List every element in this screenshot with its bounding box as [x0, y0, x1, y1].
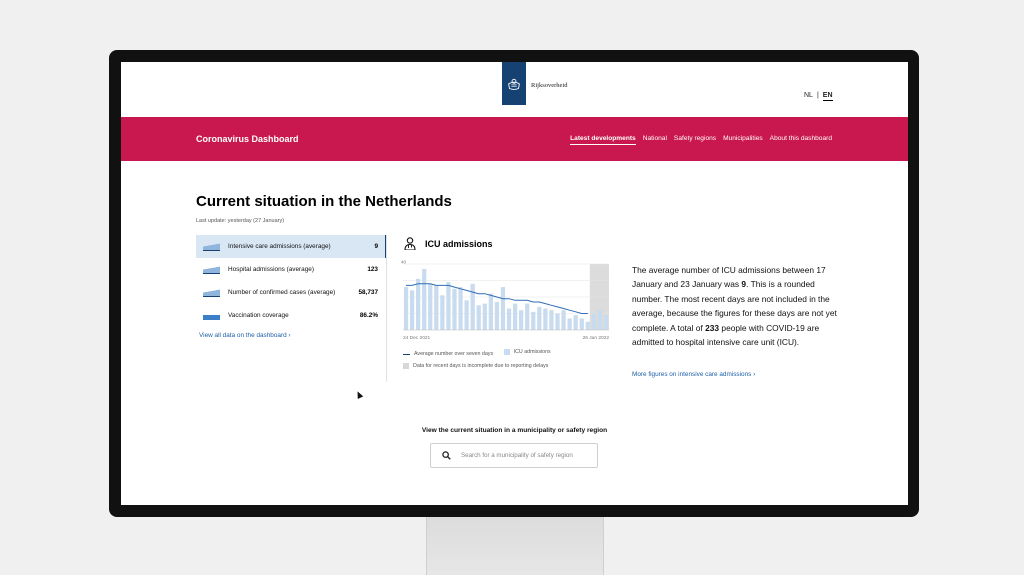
logo-text: Rijksoverheid	[531, 82, 568, 89]
search-label: View the current situation in a municipality or safety region	[421, 427, 608, 434]
main-navbar	[121, 117, 908, 161]
search-input[interactable]	[461, 452, 596, 459]
chart-bar	[561, 310, 565, 330]
chart-bar	[489, 294, 493, 330]
chart-bar	[428, 284, 432, 330]
metric-label: Vaccination coverage	[228, 312, 289, 319]
chart-bar	[440, 295, 444, 330]
desc-text: . This is a rounded number. The most recent days are not included in the average, because the figures for these days are not yet complete. A total of	[632, 279, 837, 333]
lang-nl[interactable]: NL	[804, 92, 813, 99]
bar-icon	[203, 315, 220, 320]
nav-latest-developments[interactable]: Latest developments	[570, 135, 636, 145]
doctor-icon	[404, 237, 416, 250]
chart-bar	[471, 284, 475, 330]
legend-incomplete-label: Data for recent days is incomplete due to reporting delays	[413, 363, 549, 370]
chart-bar	[543, 309, 547, 330]
metric-value: 58,737	[358, 289, 378, 296]
metric-value: 123	[367, 266, 378, 273]
nav-national[interactable]: National	[642, 135, 667, 142]
chart-bar	[458, 287, 462, 330]
chart-header	[404, 237, 493, 250]
nav-about[interactable]: About this dashboard	[769, 135, 832, 142]
chart-bar	[416, 279, 420, 330]
legend-incomplete-swatch	[403, 363, 409, 369]
nav-municipalities[interactable]: Municipalities	[723, 135, 763, 142]
chart-bar	[525, 304, 529, 330]
chart-bar	[574, 315, 578, 330]
chevron-right-icon: ›	[288, 332, 291, 339]
x-axis-end-label: 26 Jan 2022	[582, 336, 609, 341]
chart-bar	[483, 304, 487, 330]
view-all-link[interactable]	[199, 332, 291, 339]
legend-line-swatch	[403, 354, 410, 356]
metric-icu-admissions[interactable]	[196, 235, 386, 258]
metric-confirmed-cases[interactable]	[196, 281, 386, 304]
icu-admissions-chart[interactable]	[401, 260, 613, 342]
chart-title: ICU admissions	[425, 238, 493, 249]
metric-label: Number of confirmed cases (average)	[228, 289, 336, 296]
desc-text: The average number of ICU admissions between 17 January and 23 January was	[632, 265, 826, 290]
desc-value-total: 233	[705, 322, 720, 333]
legend-average-label: Average number over seven days	[414, 351, 494, 358]
lang-en[interactable]: EN	[822, 92, 833, 99]
legend-average	[403, 351, 493, 357]
chart-bar	[422, 269, 426, 330]
chart-bar	[549, 310, 553, 330]
chart-bar	[592, 314, 596, 331]
chart-bar	[495, 302, 499, 330]
chart-bar	[604, 315, 608, 330]
chart-bar	[555, 314, 559, 331]
browser-viewport	[121, 62, 908, 505]
desc-text: people with COVID-19 are admitted to hospital intensive care unit (ICU).	[632, 322, 820, 348]
column-divider	[386, 235, 387, 382]
trend-chart-icon	[203, 288, 220, 297]
search-icon	[442, 451, 451, 460]
chart-bar	[531, 312, 535, 330]
chart-bar	[586, 322, 590, 330]
metric-value: 86.2%	[359, 312, 378, 319]
more-figures-link[interactable]	[632, 371, 755, 378]
legend-bars	[504, 349, 551, 355]
desc-value-average: 9	[741, 279, 747, 290]
chart-bar	[567, 318, 571, 330]
legend-bars-label: ICU admissions	[513, 349, 551, 355]
chart-bar	[507, 309, 511, 330]
y-axis-top-label: 40	[401, 260, 407, 265]
chart-bar	[598, 310, 602, 330]
government-logo[interactable]	[502, 62, 526, 105]
nav-menu	[570, 135, 832, 145]
lang-separator: |	[816, 92, 819, 99]
more-figures-label: More figures on intensive care admissions	[632, 371, 752, 378]
page-title: Current situation in the Netherlands	[196, 193, 452, 210]
chart-bar	[477, 305, 481, 330]
x-axis-start-label: 24 Dec 2021	[403, 336, 431, 341]
legend-incomplete	[403, 363, 548, 369]
chart-bar	[519, 310, 523, 330]
trend-chart-icon	[203, 265, 220, 274]
mouse-cursor	[355, 390, 363, 399]
view-all-label: View all data on the dashboard	[199, 332, 287, 339]
chart-bar	[513, 304, 517, 330]
chart-bar	[452, 289, 456, 330]
chart-bar	[434, 285, 438, 330]
chart-bar	[404, 287, 408, 330]
trend-chart-icon	[203, 242, 220, 251]
metric-value: 9	[374, 243, 378, 250]
chart-bar	[446, 282, 450, 330]
metric-label: Hospital admissions (average)	[228, 266, 314, 273]
nav-safety-regions[interactable]: Safety regions	[673, 135, 717, 142]
chart-bar	[464, 300, 468, 330]
legend-bar-swatch	[504, 349, 510, 355]
coat-of-arms-icon	[505, 75, 523, 93]
chevron-right-icon: ›	[753, 371, 756, 378]
chart-legend	[403, 349, 560, 371]
chart-bar	[537, 307, 541, 330]
chart-bar	[501, 287, 505, 330]
metric-vaccination-coverage[interactable]	[196, 304, 386, 327]
metric-label: Intensive care admissions (average)	[228, 243, 331, 250]
metric-hospital-admissions[interactable]	[196, 258, 386, 281]
chart-bar	[580, 318, 584, 330]
language-switcher	[804, 92, 833, 101]
search-box[interactable]	[430, 443, 598, 468]
chart-bar	[410, 290, 414, 330]
last-update: Last update: yesterday (27 January)	[196, 218, 285, 224]
metrics-list	[196, 235, 386, 327]
monitor-stand	[426, 516, 604, 575]
dashboard-brand[interactable]: Coronavirus Dashboard	[196, 134, 299, 144]
icu-description	[632, 263, 837, 349]
